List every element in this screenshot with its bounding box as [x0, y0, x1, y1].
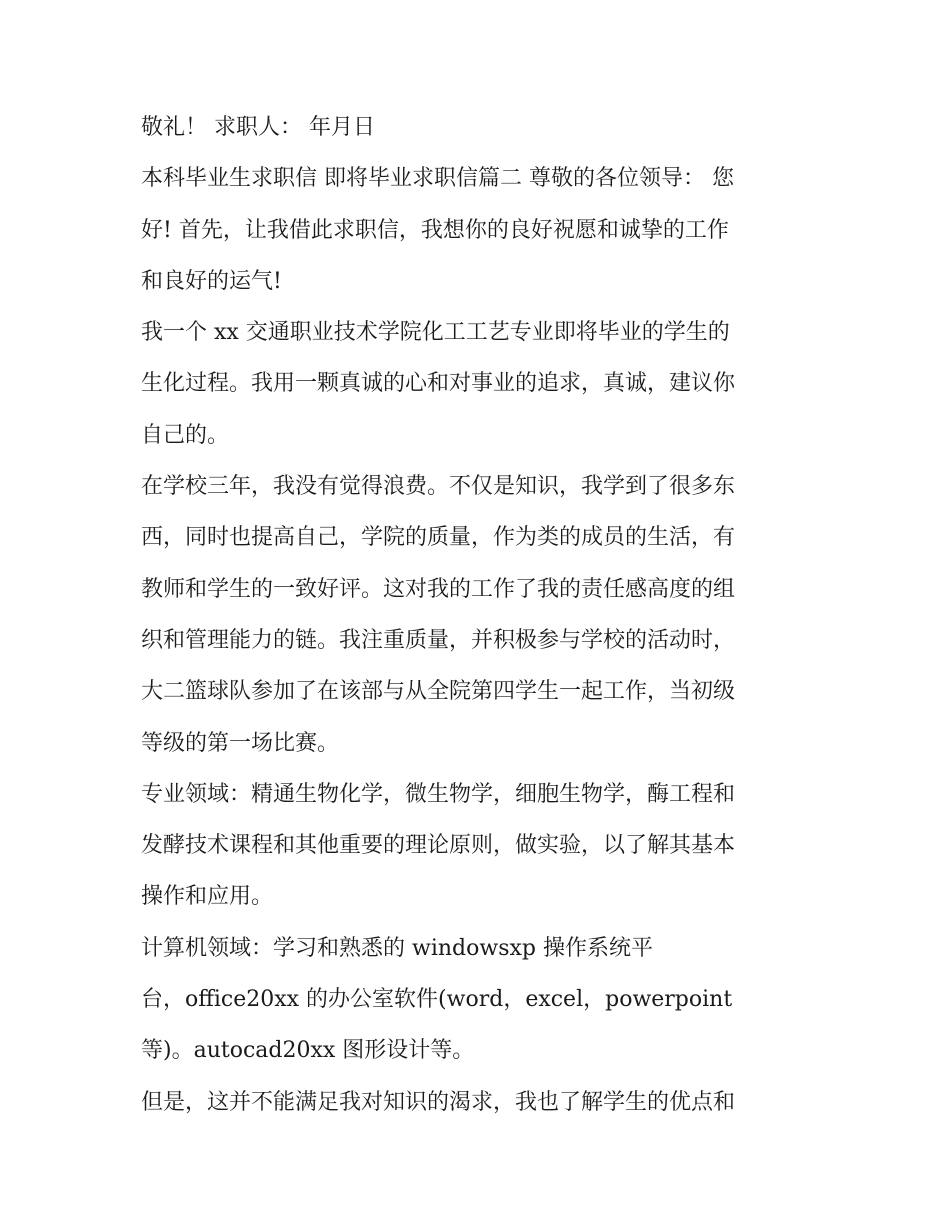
text-line: 自己的。	[141, 422, 230, 448]
text-line: 和良好的运气!	[141, 268, 282, 294]
text-line: 操作和应用。	[141, 884, 274, 910]
text-line: 发酵技术课程和其他重要的理论原则，做实验，以了解其基本	[141, 833, 736, 859]
text-line: 但是，这并不能满足我对知识的渴求，我也了解学生的优点和	[141, 1089, 736, 1115]
text-line: 好! 首先，让我借此求职信，我想你的良好祝愿和诚挚的工作	[141, 217, 729, 243]
text-line: 大二篮球队参加了在该部与从全院第四学生一起工作，当初级	[141, 679, 736, 705]
text-line: 生化过程。我用一颗真诚的心和对事业的追求，真诚，建议你	[141, 371, 736, 397]
text-line: 我一个 xx 交通职业技术学院化工工艺专业即将毕业的学生的	[141, 320, 730, 346]
letter-body	[141, 108, 821, 1134]
text-line: 等)。autocad20xx 图形设计等。	[141, 1038, 475, 1064]
text-line: 西，同时也提高自己，学院的质量，作为类的成员的生活，有	[141, 525, 736, 551]
text-line: 台，office20xx 的办公室软件(word，excel，powerpoint	[141, 987, 733, 1013]
text-line: 在学校三年，我没有觉得浪费。不仅是知识，我学到了很多东	[141, 474, 736, 500]
text-line: 本科毕业生求职信 即将毕业求职信篇二 尊敬的各位领导： 您	[141, 166, 734, 192]
text-line: 计算机领域：学习和熟悉的 windowsxp 操作系统平	[141, 935, 653, 961]
text-line: 敬礼！ 求职人： 年月日	[141, 115, 375, 140]
text-line: 等级的第一场比赛。	[141, 730, 340, 756]
text-line: 专业领域：精通生物化学，微生物学，细胞生物学，酶工程和	[141, 781, 736, 807]
text-line: 教师和学生的一致好评。这对我的工作了我的责任感高度的组	[141, 576, 736, 602]
text-line: 织和管理能力的链。我注重质量，并积极参与学校的活动时，	[141, 627, 736, 653]
